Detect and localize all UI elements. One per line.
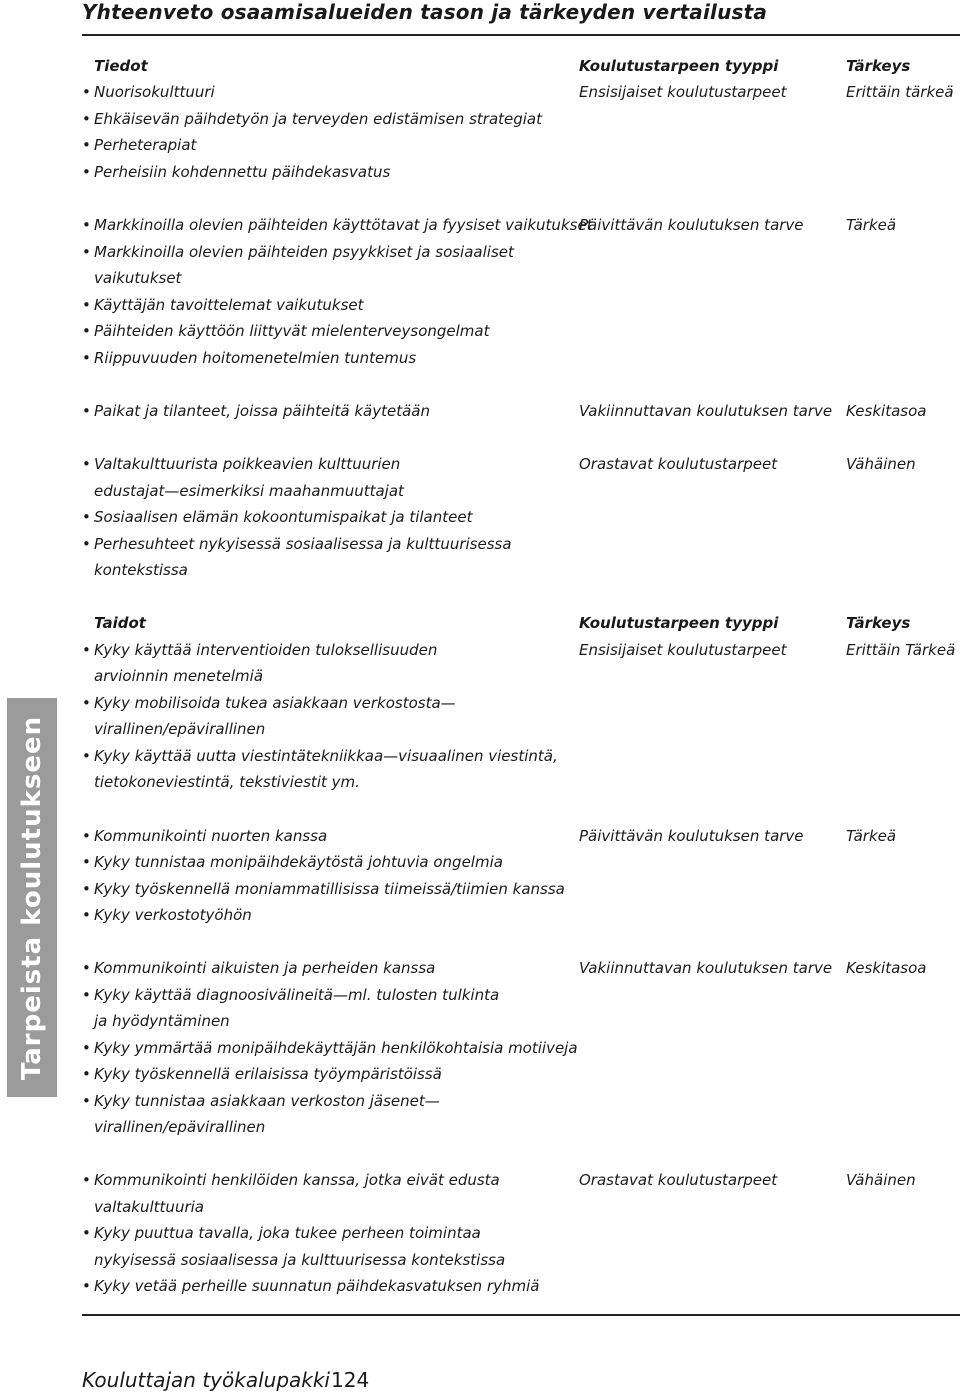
knowledge-item-continuation: vaikutukset bbox=[94, 269, 182, 287]
knowledge-item: Sosiaalisen elämän kokoontumispaikat ja tilanteet bbox=[94, 508, 473, 526]
skills-importance-header: Tärkeys bbox=[846, 614, 911, 632]
sidebar-tab bbox=[7, 698, 57, 1097]
skills-type: Vakiinnuttavan koulutuksen tarve bbox=[579, 959, 833, 977]
bullet: • bbox=[82, 1065, 91, 1083]
bullet: • bbox=[82, 827, 91, 845]
bullet: • bbox=[82, 535, 91, 553]
bullet: • bbox=[82, 906, 91, 924]
knowledge-item: Ehkäisevän päihdetyön ja terveyden edistämisen strategiat bbox=[94, 110, 543, 128]
knowledge-item: Riippuvuuden hoitomenetelmien tuntemus bbox=[94, 349, 417, 367]
skills-importance: Erittäin Tärkeä bbox=[846, 641, 956, 659]
knowledge-topic-header: Tiedot bbox=[94, 57, 148, 75]
knowledge-item: Perhesuhteet nykyisessä sosiaalisessa ja kulttuurisessa bbox=[94, 535, 512, 553]
bullet: • bbox=[82, 1277, 91, 1295]
knowledge-importance: Tärkeä bbox=[846, 216, 897, 234]
skills-item: Kyky verkostotyöhön bbox=[94, 906, 252, 924]
skills-item: Kyky työskennellä moniammatillisissa tiimeissä/tiimien kanssa bbox=[94, 880, 565, 898]
bullet: • bbox=[82, 1092, 91, 1110]
knowledge-type: Päivittävän koulutuksen tarve bbox=[579, 216, 804, 234]
skills-type: Päivittävän koulutuksen tarve bbox=[579, 827, 804, 845]
knowledge-importance: Vähäinen bbox=[846, 455, 916, 473]
knowledge-item: Markkinoilla olevien päihteiden käyttötavat ja fyysiset vaikutukset bbox=[94, 216, 593, 234]
bullet: • bbox=[82, 853, 91, 871]
skills-item: Kyky työskennellä erilaisissa työympäristöissä bbox=[94, 1065, 442, 1083]
knowledge-type: Vakiinnuttavan koulutuksen tarve bbox=[579, 402, 833, 420]
skills-item-continuation: ja hyödyntäminen bbox=[94, 1012, 230, 1030]
knowledge-item-continuation: kontekstissa bbox=[94, 561, 188, 579]
page-title: Yhteenveto osaamisalueiden tason ja tärkeyden vertailusta bbox=[82, 0, 768, 24]
skills-topic-header: Taidot bbox=[94, 614, 146, 632]
bullet: • bbox=[82, 243, 91, 261]
skills-item: Kommunikointi nuorten kanssa bbox=[94, 827, 328, 845]
knowledge-item: Perheisiin kohdennettu päihdekasvatus bbox=[94, 163, 391, 181]
knowledge-type-header: Koulutustarpeen tyyppi bbox=[579, 57, 779, 75]
skills-item: Kyky tunnistaa asiakkaan verkoston jäsenet— bbox=[94, 1092, 440, 1110]
skills-item-continuation: nykyisessä sosiaalisessa ja kulttuurisessa kontekstissa bbox=[94, 1251, 506, 1269]
bullet: • bbox=[82, 136, 91, 154]
skills-item-continuation: valtakulttuuria bbox=[94, 1198, 204, 1216]
bullet: • bbox=[82, 641, 91, 659]
knowledge-item: Päihteiden käyttöön liittyvät mielenterveysongelmat bbox=[94, 322, 490, 340]
page-number: 124 bbox=[331, 1368, 370, 1392]
skills-item: Kommunikointi henkilöiden kanssa, jotka eivät edusta bbox=[94, 1171, 500, 1189]
knowledge-item: Markkinoilla olevien päihteiden psyykkiset ja sosiaaliset bbox=[94, 243, 514, 261]
skills-type: Ensisijaiset koulutustarpeet bbox=[579, 641, 787, 659]
bullet: • bbox=[82, 959, 91, 977]
bullet: • bbox=[82, 1224, 91, 1242]
bullet: • bbox=[82, 1171, 91, 1189]
sidebar-label: Tarpeista koulutukseen bbox=[17, 715, 47, 1080]
bullet: • bbox=[82, 296, 91, 314]
bullet: • bbox=[82, 163, 91, 181]
skills-item: Kyky puuttua tavalla, joka tukee perheen toimintaa bbox=[94, 1224, 481, 1242]
skills-item-continuation: tietokoneviestintä, tekstiviestit ym. bbox=[94, 773, 360, 791]
bullet: • bbox=[82, 508, 91, 526]
bullet: • bbox=[82, 402, 91, 420]
bottom-rule bbox=[82, 1314, 960, 1316]
knowledge-item: Valtakulttuurista poikkeavien kulttuurien bbox=[94, 455, 401, 473]
footer-book-title: Kouluttajan työkalupakki bbox=[82, 1368, 330, 1392]
bullet: • bbox=[82, 110, 91, 128]
skills-importance: Vähäinen bbox=[846, 1171, 916, 1189]
skills-item-continuation: arvioinnin menetelmiä bbox=[94, 667, 264, 685]
skills-type: Orastavat koulutustarpeet bbox=[579, 1171, 778, 1189]
top-rule bbox=[82, 34, 960, 36]
knowledge-item: Nuorisokulttuuri bbox=[94, 83, 215, 101]
bullet: • bbox=[82, 986, 91, 1004]
knowledge-item: Perheterapiat bbox=[94, 136, 197, 154]
bullet: • bbox=[82, 349, 91, 367]
bullet: • bbox=[82, 83, 91, 101]
skills-item-continuation: virallinen/epävirallinen bbox=[94, 1118, 266, 1136]
bullet: • bbox=[82, 880, 91, 898]
bullet: • bbox=[82, 455, 91, 473]
knowledge-type: Ensisijaiset koulutustarpeet bbox=[579, 83, 787, 101]
skills-item-continuation: virallinen/epävirallinen bbox=[94, 720, 266, 738]
skills-item: Kommunikointi aikuisten ja perheiden kanssa bbox=[94, 959, 436, 977]
bullet: • bbox=[82, 694, 91, 712]
bullet: • bbox=[82, 1039, 91, 1057]
skills-importance: Keskitasoa bbox=[846, 959, 927, 977]
skills-item: Kyky käyttää diagnoosivälineitä—ml. tulosten tulkinta bbox=[94, 986, 500, 1004]
knowledge-item: Käyttäjän tavoittelemat vaikutukset bbox=[94, 296, 364, 314]
skills-item: Kyky ymmärtää monipäihdekäyttäjän henkilökohtaisia motiiveja bbox=[94, 1039, 578, 1057]
skills-type-header: Koulutustarpeen tyyppi bbox=[579, 614, 779, 632]
skills-importance: Tärkeä bbox=[846, 827, 897, 845]
skills-item: Kyky tunnistaa monipäihdekäytöstä johtuvia ongelmia bbox=[94, 853, 503, 871]
skills-item: Kyky vetää perheille suunnatun päihdekasvatuksen ryhmiä bbox=[94, 1277, 540, 1295]
skills-item: Kyky mobilisoida tukea asiakkaan verkostosta— bbox=[94, 694, 456, 712]
bullet: • bbox=[82, 747, 91, 765]
bullet: • bbox=[82, 216, 91, 234]
skills-item: Kyky käyttää uutta viestintätekniikkaa—visuaalinen viestintä, bbox=[94, 747, 558, 765]
knowledge-importance: Keskitasoa bbox=[846, 402, 927, 420]
bullet: • bbox=[82, 322, 91, 340]
knowledge-item-continuation: edustajat—esimerkiksi maahanmuuttajat bbox=[94, 482, 404, 500]
knowledge-importance-header: Tärkeys bbox=[846, 57, 911, 75]
knowledge-item: Paikat ja tilanteet, joissa päihteitä käytetään bbox=[94, 402, 430, 420]
skills-item: Kyky käyttää interventioiden tuloksellisuuden bbox=[94, 641, 438, 659]
knowledge-importance: Erittäin tärkeä bbox=[846, 83, 954, 101]
knowledge-type: Orastavat koulutustarpeet bbox=[579, 455, 778, 473]
